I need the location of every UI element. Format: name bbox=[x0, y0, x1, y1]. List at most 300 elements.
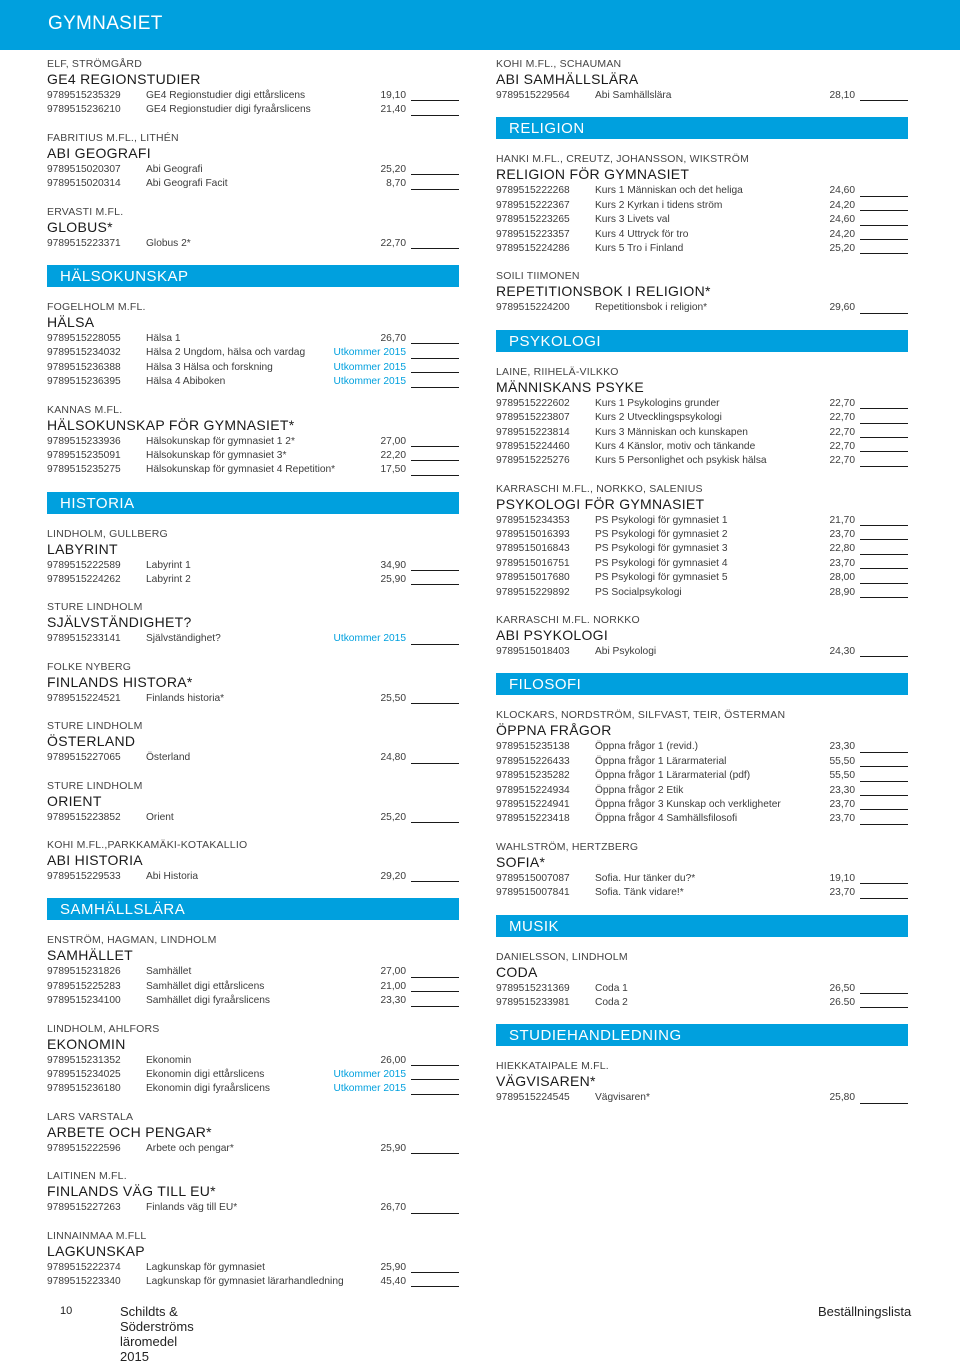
book-entry bbox=[47, 58, 459, 118]
product-row bbox=[47, 89, 459, 103]
book-entry bbox=[496, 58, 908, 103]
product-row bbox=[496, 798, 908, 812]
order-quantity-line bbox=[411, 1153, 459, 1154]
price: 26,50 bbox=[829, 982, 855, 994]
page-number: 10 bbox=[60, 1305, 73, 1317]
product-name: Hälsokunskap för gymnasiet 3* bbox=[146, 449, 287, 461]
book-entry bbox=[496, 614, 908, 659]
isbn: 9789515236180 bbox=[47, 1083, 121, 1095]
isbn: 9789515223340 bbox=[47, 1275, 121, 1287]
product-name: Öppna frågor 1 (revid.) bbox=[595, 741, 699, 753]
book-author: KANNAS M.FL. bbox=[47, 403, 123, 416]
product-row bbox=[496, 411, 908, 425]
product-name: Öppna frågor 3 Kunskap och verkligheter bbox=[595, 798, 781, 810]
order-quantity-line bbox=[860, 437, 908, 438]
isbn: 9789515234025 bbox=[47, 1068, 121, 1080]
product-row bbox=[47, 692, 459, 706]
price: 25,20 bbox=[380, 163, 406, 175]
isbn: 9789515225276 bbox=[496, 455, 570, 467]
price: 22,70 bbox=[829, 426, 855, 438]
product-row bbox=[496, 571, 908, 585]
product-row bbox=[47, 163, 459, 177]
order-quantity-line bbox=[411, 1006, 459, 1007]
isbn: 9789515235138 bbox=[496, 741, 570, 753]
book-title: MÄNNISKANS PSYKE bbox=[496, 378, 644, 395]
price: 22,70 bbox=[829, 412, 855, 424]
product-name: Hälsa 1 bbox=[146, 332, 181, 344]
isbn: 9789515229533 bbox=[47, 871, 121, 883]
section-header bbox=[496, 1024, 908, 1046]
price: 45,40 bbox=[380, 1275, 406, 1287]
book-title: CODA bbox=[496, 963, 538, 980]
product-name: Finlands historia* bbox=[146, 692, 225, 704]
price: 55,50 bbox=[829, 755, 855, 767]
isbn: 9789515224521 bbox=[47, 692, 121, 704]
product-row bbox=[496, 184, 908, 198]
book-title: LABYRINT bbox=[47, 540, 118, 557]
product-row bbox=[47, 375, 459, 389]
product-name: Arbete och pengar* bbox=[146, 1142, 234, 1154]
isbn: 9789515224934 bbox=[496, 784, 570, 796]
section-title: FILOSOFI bbox=[509, 676, 582, 694]
book-entry bbox=[496, 841, 908, 901]
isbn: 9789515222589 bbox=[47, 559, 121, 571]
book-author: KOHI M.FL.,PARKKAMÄKI-KOTAKALLIO bbox=[47, 839, 248, 852]
product-row bbox=[496, 812, 908, 826]
right-column bbox=[496, 58, 908, 1120]
book-title: ABI GEOGRAFI bbox=[47, 144, 151, 161]
isbn: 9789515017680 bbox=[496, 572, 570, 584]
book-author: LARS VARSTALA bbox=[47, 1110, 134, 1123]
book-author: KARRASCHI M.FL., NORKKO, SALENIUS bbox=[496, 482, 703, 495]
order-quantity-line bbox=[860, 597, 908, 598]
price: 23,70 bbox=[829, 798, 855, 810]
book-author: ENSTRÖM, HAGMAN, LINDHOLM bbox=[47, 934, 217, 947]
product-name: PS Psykologi för gymnasiet 1 bbox=[595, 514, 728, 526]
price: 23,70 bbox=[829, 887, 855, 899]
product-name: Ekonomin bbox=[146, 1054, 192, 1066]
book-title: GE4 REGIONSTUDIER bbox=[47, 71, 201, 87]
order-quantity-line bbox=[860, 423, 908, 424]
publisher-name: Schildts & Söderströms läromedel 2015 bbox=[120, 1304, 194, 1364]
book-title: FINLANDS HISTORA* bbox=[47, 673, 193, 690]
product-name: Lagkunskap för gymnasiet bbox=[146, 1261, 265, 1273]
book-title: LAGKUNSKAP bbox=[47, 1242, 145, 1259]
product-row bbox=[47, 1054, 459, 1068]
book-author: STURE LINDHOLM bbox=[47, 601, 143, 614]
isbn: 9789515222268 bbox=[496, 185, 570, 197]
product-row bbox=[47, 751, 459, 765]
product-name: Självständighet? bbox=[146, 633, 221, 645]
book-author: SOILI TIIMONEN bbox=[496, 270, 580, 283]
product-name: GE4 Regionstudier digi ettårslicens bbox=[146, 90, 306, 101]
page-header-bar bbox=[0, 0, 960, 50]
book-entry bbox=[47, 528, 459, 588]
isbn: 9789515222374 bbox=[47, 1261, 121, 1273]
order-quantity-line bbox=[411, 1272, 459, 1273]
book-entry bbox=[47, 1170, 459, 1215]
product-name: Kurs 2 Kyrkan i tidens ström bbox=[595, 199, 723, 211]
product-name: Globus 2* bbox=[146, 237, 191, 249]
order-quantity-line bbox=[411, 372, 459, 373]
page-title: GYMNASIET bbox=[48, 13, 163, 34]
order-quantity-line bbox=[411, 822, 459, 823]
section-title: PSYKOLOGI bbox=[509, 332, 602, 350]
product-name: Österland bbox=[146, 752, 191, 764]
order-quantity-line bbox=[860, 408, 908, 409]
isbn: 9789515223418 bbox=[496, 813, 570, 825]
isbn: 9789515018403 bbox=[496, 646, 570, 658]
section-title: RELIGION bbox=[509, 120, 585, 138]
isbn: 9789515223852 bbox=[47, 811, 121, 823]
book-title: PSYKOLOGI FÖR GYMNASIET bbox=[496, 495, 705, 512]
product-row bbox=[47, 332, 459, 346]
product-row bbox=[496, 397, 908, 411]
price: Utkommer 2015 bbox=[333, 361, 406, 373]
order-quantity-line bbox=[411, 991, 459, 992]
isbn: 9789515228055 bbox=[47, 332, 121, 344]
order-quantity-line bbox=[860, 100, 908, 101]
product-name: Kurs 1 Psykologins grunder bbox=[595, 397, 720, 409]
price: 27,00 bbox=[380, 435, 406, 447]
order-quantity-line bbox=[411, 1079, 459, 1080]
product-row bbox=[496, 454, 908, 468]
price: 25,90 bbox=[380, 1142, 406, 1154]
isbn: 9789515236388 bbox=[47, 361, 121, 373]
price: 19,10 bbox=[829, 872, 855, 884]
book-title: SJÄLVSTÄNDIGHET? bbox=[47, 614, 192, 631]
order-list-label: Beställningslista bbox=[818, 1304, 912, 1319]
order-quantity-line bbox=[411, 1065, 459, 1066]
book-author: ERVASTI M.FL. bbox=[47, 205, 124, 218]
isbn: 9789515016393 bbox=[496, 529, 570, 541]
book-author: KARRASCHI M.FL. NORKKO bbox=[496, 614, 640, 627]
product-name: Hälsokunskap för gymnasiet 4 Repetition* bbox=[146, 464, 336, 476]
book-entry bbox=[47, 601, 459, 646]
book-author: STURE LINDHOLM bbox=[47, 779, 143, 792]
product-row bbox=[47, 237, 459, 251]
price: 24,20 bbox=[829, 199, 855, 211]
product-name: Kurs 4 Känslor, motiv och tänkande bbox=[595, 440, 756, 452]
book-title: ÖSTERLAND bbox=[47, 733, 136, 750]
price: 22,70 bbox=[380, 237, 406, 249]
isbn: 9789515231826 bbox=[47, 966, 121, 978]
price: Utkommer 2015 bbox=[333, 1083, 406, 1095]
order-quantity-line bbox=[860, 210, 908, 211]
book-entry bbox=[496, 270, 908, 315]
order-quantity-line bbox=[411, 703, 459, 704]
book-title: ABI SAMHÄLLSLÄRA bbox=[496, 71, 639, 87]
product-row bbox=[496, 528, 908, 542]
product-name: Ekonomin digi ettårslicens bbox=[146, 1068, 265, 1080]
price: 17,50 bbox=[380, 464, 406, 476]
product-name: Öppna frågor 2 Etik bbox=[595, 784, 684, 796]
order-quantity-line bbox=[860, 752, 908, 753]
order-quantity-line bbox=[860, 568, 908, 569]
order-quantity-line bbox=[860, 1103, 908, 1104]
product-row bbox=[47, 559, 459, 573]
isbn: 9789515235329 bbox=[47, 90, 121, 101]
book-entry bbox=[47, 839, 459, 884]
book-author: LINNAINMAA M.FLL bbox=[47, 1229, 147, 1242]
order-quantity-line bbox=[411, 115, 459, 116]
section-header bbox=[47, 265, 459, 287]
price: 21,40 bbox=[380, 104, 406, 116]
book-entry bbox=[47, 132, 459, 192]
isbn: 9789515236395 bbox=[47, 376, 121, 388]
price: 23,70 bbox=[829, 529, 855, 541]
book-author: ELF, STRÖMGÅRD bbox=[47, 58, 142, 70]
product-row bbox=[496, 645, 908, 659]
price: Utkommer 2015 bbox=[333, 1068, 406, 1080]
order-quantity-line bbox=[860, 313, 908, 314]
product-row bbox=[47, 463, 459, 477]
book-author: KOHI M.FL., SCHAUMAN bbox=[496, 58, 622, 70]
product-name: Öppna frågor 4 Samhällsfilosofi bbox=[595, 813, 738, 825]
order-quantity-line bbox=[860, 1007, 908, 1008]
product-name: Öppna frågor 1 Lärarmaterial (pdf) bbox=[595, 770, 751, 782]
product-row bbox=[496, 982, 908, 996]
section-header bbox=[47, 898, 459, 920]
order-quantity-line bbox=[411, 1094, 459, 1095]
price: 23,30 bbox=[829, 741, 855, 753]
price: 34,90 bbox=[380, 559, 406, 571]
product-row bbox=[47, 994, 459, 1008]
book-title: ABI HISTORIA bbox=[47, 852, 143, 869]
order-quantity-line bbox=[411, 644, 459, 645]
book-entry bbox=[47, 1230, 459, 1290]
book-entry bbox=[47, 720, 459, 765]
product-name: Samhället digi fyraårslicens bbox=[146, 995, 271, 1007]
product-name: Hälsa 4 Abiboken bbox=[146, 376, 226, 388]
isbn: 9789515007841 bbox=[496, 887, 570, 899]
product-name: Lagkunskap för gymnasiet lärarhandledning bbox=[146, 1275, 344, 1287]
book-title: VÄGVISAREN* bbox=[496, 1073, 596, 1090]
product-name: Abi Samhällslära bbox=[595, 90, 672, 101]
product-row bbox=[496, 996, 908, 1010]
book-entry bbox=[496, 1060, 908, 1105]
isbn: 9789515235282 bbox=[496, 770, 570, 782]
price: Utkommer 2015 bbox=[333, 633, 406, 645]
order-quantity-line bbox=[411, 387, 459, 388]
isbn: 9789515224262 bbox=[47, 574, 121, 586]
book-author: HANKI M.FL., CREUTZ, JOHANSSON, WIKSTRÖM bbox=[496, 153, 750, 166]
product-name: Sofia. Hur tänker du?* bbox=[595, 872, 696, 884]
isbn: 9789515223357 bbox=[496, 228, 570, 240]
order-quantity-line bbox=[860, 225, 908, 226]
product-name: PS Psykologi för gymnasiet 2 bbox=[595, 529, 728, 541]
price: 22,70 bbox=[829, 397, 855, 409]
product-name: Kurs 5 Tro i Finland bbox=[595, 242, 684, 254]
book-entry bbox=[47, 301, 459, 390]
product-name: Samhället digi ettårslicens bbox=[146, 980, 265, 992]
isbn: 9789515223807 bbox=[496, 412, 570, 424]
isbn: 9789515231369 bbox=[496, 982, 570, 994]
order-quantity-line bbox=[860, 795, 908, 796]
book-author: HIEKKATAIPALE M.FL. bbox=[496, 1060, 609, 1073]
isbn: 9789515224200 bbox=[496, 302, 570, 314]
isbn: 9789515226433 bbox=[496, 755, 570, 767]
isbn: 9789515234032 bbox=[47, 347, 121, 359]
product-row bbox=[47, 1082, 459, 1096]
book-title: ÖPPNA FRÅGOR bbox=[496, 722, 612, 739]
order-quantity-line bbox=[411, 446, 459, 447]
price: 26,70 bbox=[380, 1202, 406, 1214]
isbn: 9789515233936 bbox=[47, 435, 121, 447]
price: 21,70 bbox=[829, 514, 855, 526]
isbn: 9789515235275 bbox=[47, 464, 121, 476]
product-name: Kurs 5 Personlighet och psykisk hälsa bbox=[595, 455, 767, 467]
isbn: 9789515233141 bbox=[47, 633, 121, 645]
section-header bbox=[496, 330, 908, 352]
isbn: 9789515223371 bbox=[47, 237, 121, 249]
product-row bbox=[496, 769, 908, 783]
book-entry bbox=[47, 206, 459, 251]
price: 25,90 bbox=[380, 574, 406, 586]
isbn: 9789515020314 bbox=[47, 178, 121, 190]
book-author: LINDHOLM, AHLFORS bbox=[47, 1022, 160, 1035]
price: 24,80 bbox=[380, 752, 406, 764]
product-name: Hälsa 3 Hälsa och forskning bbox=[146, 361, 273, 373]
order-quantity-line bbox=[411, 763, 459, 764]
product-row bbox=[496, 557, 908, 571]
product-name: Kurs 1 Människan och det heliga bbox=[595, 185, 743, 197]
product-name: Labyrint 2 bbox=[146, 574, 191, 586]
order-quantity-line bbox=[860, 554, 908, 555]
product-row bbox=[496, 872, 908, 886]
book-title: SAMHÄLLET bbox=[47, 947, 133, 964]
product-name: Abi Geografi Facit bbox=[146, 178, 228, 190]
product-name: Vägvisaren* bbox=[595, 1092, 650, 1104]
isbn: 9789515229564 bbox=[496, 90, 570, 101]
isbn: 9789515224286 bbox=[496, 242, 570, 254]
product-row bbox=[47, 449, 459, 463]
product-row bbox=[496, 514, 908, 528]
isbn: 9789515224460 bbox=[496, 440, 570, 452]
order-quantity-line bbox=[860, 809, 908, 810]
product-name: PS Socialpsykologi bbox=[595, 586, 682, 598]
book-title: HÄLSOKUNSKAP FÖR GYMNASIET* bbox=[47, 416, 295, 433]
order-quantity-line bbox=[860, 824, 908, 825]
product-name: Repetitionsbok i religion* bbox=[595, 302, 708, 314]
product-name: Kurs 2 Utvecklingspsykologi bbox=[595, 412, 722, 424]
isbn: 9789515235091 bbox=[47, 449, 121, 461]
product-name: Coda 1 bbox=[595, 982, 628, 994]
price: 23,70 bbox=[829, 557, 855, 569]
order-quantity-line bbox=[860, 539, 908, 540]
product-name: Kurs 3 Livets val bbox=[595, 214, 670, 226]
order-quantity-line bbox=[411, 584, 459, 585]
product-row bbox=[47, 632, 459, 646]
section-header bbox=[496, 117, 908, 139]
product-row bbox=[496, 784, 908, 798]
book-author: LAITINEN M.FL. bbox=[47, 1170, 127, 1183]
order-quantity-line bbox=[860, 656, 908, 657]
isbn: 9789515016751 bbox=[496, 557, 570, 569]
section-title: HISTORIA bbox=[60, 494, 135, 512]
book-author: FOGELHOLM M.FL. bbox=[47, 300, 146, 313]
product-row bbox=[47, 965, 459, 979]
book-author: KLOCKARS, NORDSTRÖM, SILFVAST, TEIR, ÖSTERMAN bbox=[496, 709, 786, 722]
isbn: 9789515227065 bbox=[47, 752, 121, 764]
price: 25,80 bbox=[829, 1092, 855, 1104]
order-quantity-line bbox=[860, 898, 908, 899]
book-entry bbox=[47, 1111, 459, 1156]
order-quantity-line bbox=[411, 100, 459, 101]
book-title: EKONOMIN bbox=[47, 1035, 126, 1052]
price: 28,90 bbox=[829, 586, 855, 598]
book-entry bbox=[47, 404, 459, 478]
isbn: 9789515224545 bbox=[496, 1092, 570, 1104]
product-row bbox=[47, 361, 459, 375]
price: 28,00 bbox=[829, 572, 855, 584]
isbn: 9789515224941 bbox=[496, 798, 570, 810]
product-name: Samhället bbox=[146, 966, 192, 978]
isbn: 9789515020307 bbox=[47, 163, 121, 175]
product-name: PS Psykologi för gymnasiet 5 bbox=[595, 572, 728, 584]
product-row bbox=[496, 89, 908, 103]
price: 27,00 bbox=[380, 966, 406, 978]
order-quantity-line bbox=[411, 343, 459, 344]
product-name: Abi Geografi bbox=[146, 163, 203, 175]
order-quantity-line bbox=[411, 881, 459, 882]
book-author: FOLKE NYBERG bbox=[47, 660, 132, 673]
price: 29,60 bbox=[829, 302, 855, 314]
price: 25,20 bbox=[380, 811, 406, 823]
product-row bbox=[47, 980, 459, 994]
isbn: 9789515222367 bbox=[496, 199, 570, 211]
price: 22,80 bbox=[829, 543, 855, 555]
section-title: HÄLSOKUNSKAP bbox=[60, 267, 189, 285]
section-header bbox=[496, 673, 908, 695]
isbn: 9789515227263 bbox=[47, 1202, 121, 1214]
product-row bbox=[496, 301, 908, 315]
section-header bbox=[47, 492, 459, 514]
product-name: Kurs 4 Uttryck för tro bbox=[595, 228, 689, 240]
section-title: SAMHÄLLSLÄRA bbox=[60, 901, 186, 919]
product-row bbox=[47, 177, 459, 191]
book-author: LINDHOLM, GULLBERG bbox=[47, 527, 168, 540]
price: 28,10 bbox=[829, 90, 855, 101]
price: 19,10 bbox=[380, 90, 406, 101]
order-quantity-line bbox=[860, 883, 908, 884]
isbn: 9789515225283 bbox=[47, 980, 121, 992]
product-name: Hälsokunskap för gymnasiet 1 2* bbox=[146, 435, 295, 447]
order-quantity-line bbox=[860, 253, 908, 254]
product-name: Abi Historia bbox=[146, 871, 199, 883]
product-row bbox=[496, 242, 908, 256]
product-row bbox=[496, 426, 908, 440]
book-entry bbox=[47, 934, 459, 1008]
price: 8,70 bbox=[386, 178, 406, 190]
product-row bbox=[496, 440, 908, 454]
book-title: HÄLSA bbox=[47, 313, 95, 330]
left-column bbox=[47, 58, 459, 1303]
price: 22,70 bbox=[829, 455, 855, 467]
book-author: STURE LINDHOLM bbox=[47, 720, 143, 733]
book-entry bbox=[496, 483, 908, 600]
price: 24,20 bbox=[829, 228, 855, 240]
isbn: 9789515229892 bbox=[496, 586, 570, 598]
order-quantity-line bbox=[411, 977, 459, 978]
book-title: ORIENT bbox=[47, 792, 102, 809]
order-quantity-line bbox=[860, 781, 908, 782]
product-name: Hälsa 2 Ungdom, hälsa och vardag bbox=[146, 347, 306, 359]
price: 26.50 bbox=[829, 996, 855, 1008]
order-quantity-line bbox=[411, 358, 459, 359]
order-quantity-line bbox=[411, 475, 459, 476]
isbn: 9789515222602 bbox=[496, 397, 570, 409]
